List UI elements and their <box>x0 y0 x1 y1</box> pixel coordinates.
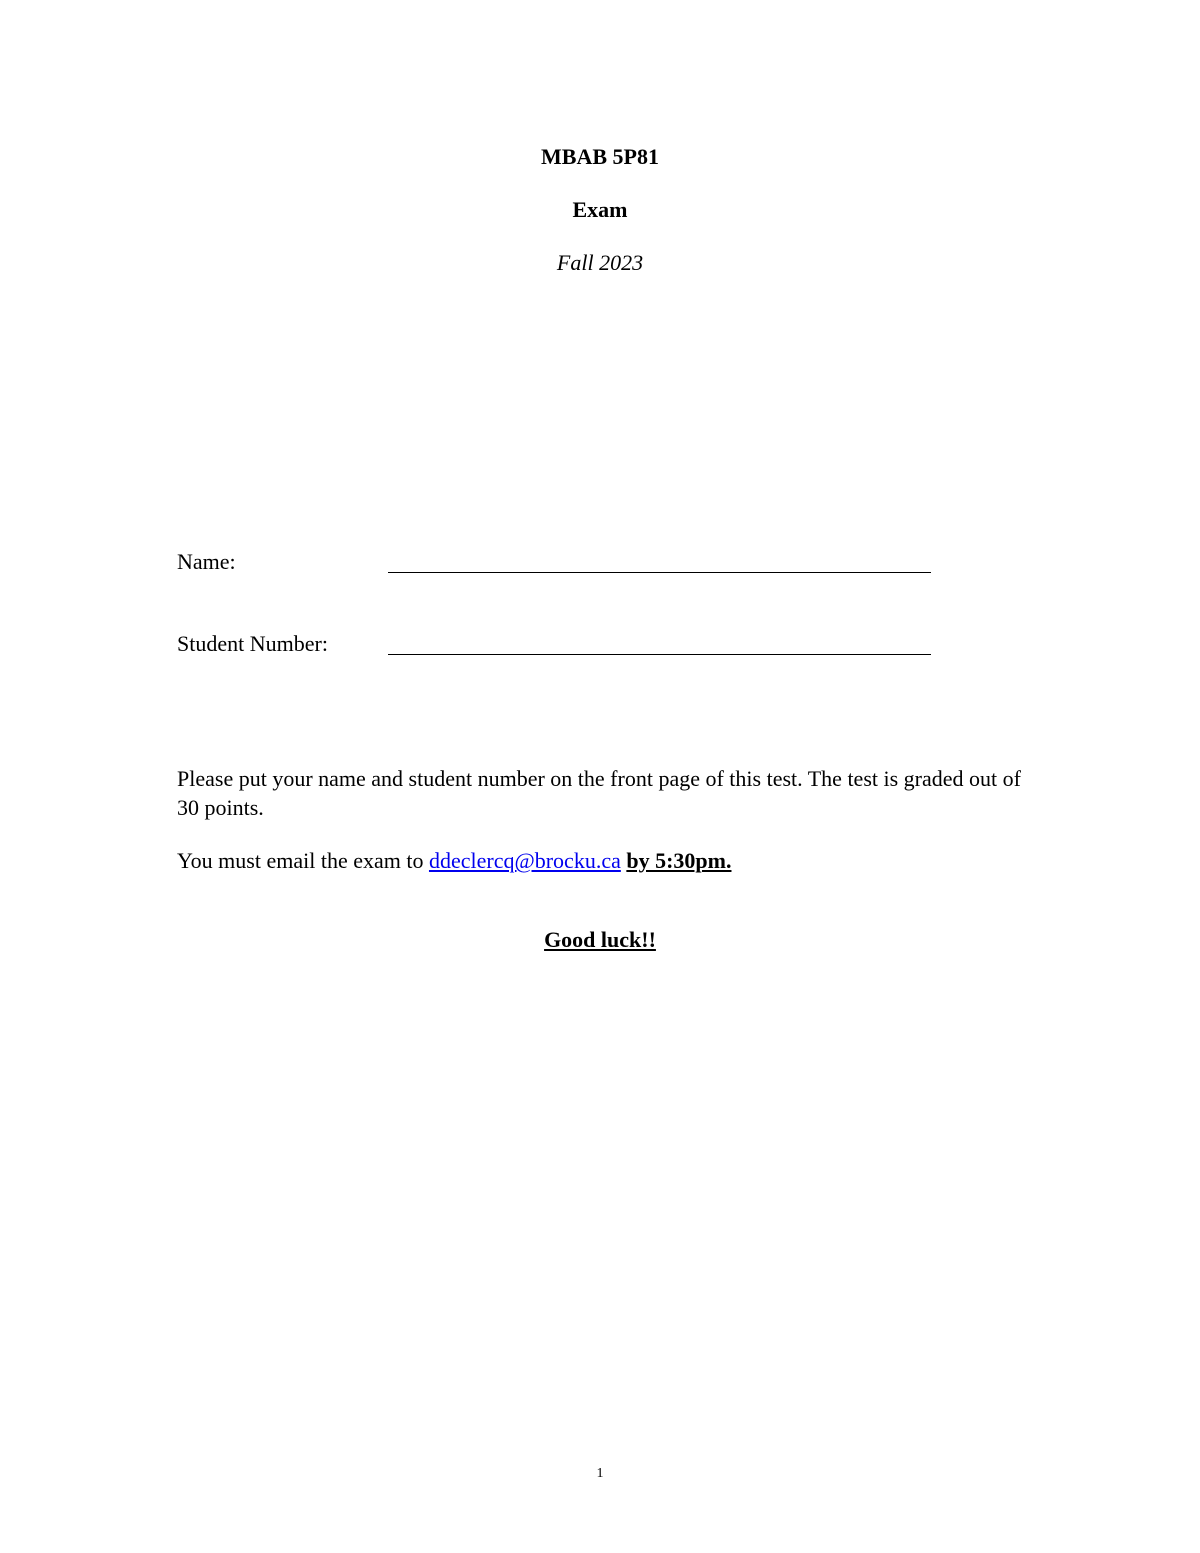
student-number-label: Student Number: <box>177 631 328 656</box>
closing-message: Good luck!! <box>544 927 656 952</box>
email-instruction <box>177 846 1037 875</box>
student-number-blank-line <box>388 654 931 655</box>
name-blank-line <box>388 572 931 573</box>
email-link[interactable]: ddeclercq@brocku.ca <box>428 848 621 873</box>
instructions-paragraph: Please put your name and student number on the front page of this test. The test is graded out of 30 points. <box>177 766 1021 820</box>
term-label: Fall 2023 <box>556 250 644 275</box>
course-code: MBAB 5P81 <box>541 144 659 169</box>
email-prefix-text: You must email the exam to <box>177 848 429 873</box>
deadline-text: by 5:30pm. <box>626 848 732 873</box>
document-title: Exam <box>572 197 628 222</box>
name-label: Name: <box>177 549 236 574</box>
page-number: 1 <box>596 1466 604 1481</box>
